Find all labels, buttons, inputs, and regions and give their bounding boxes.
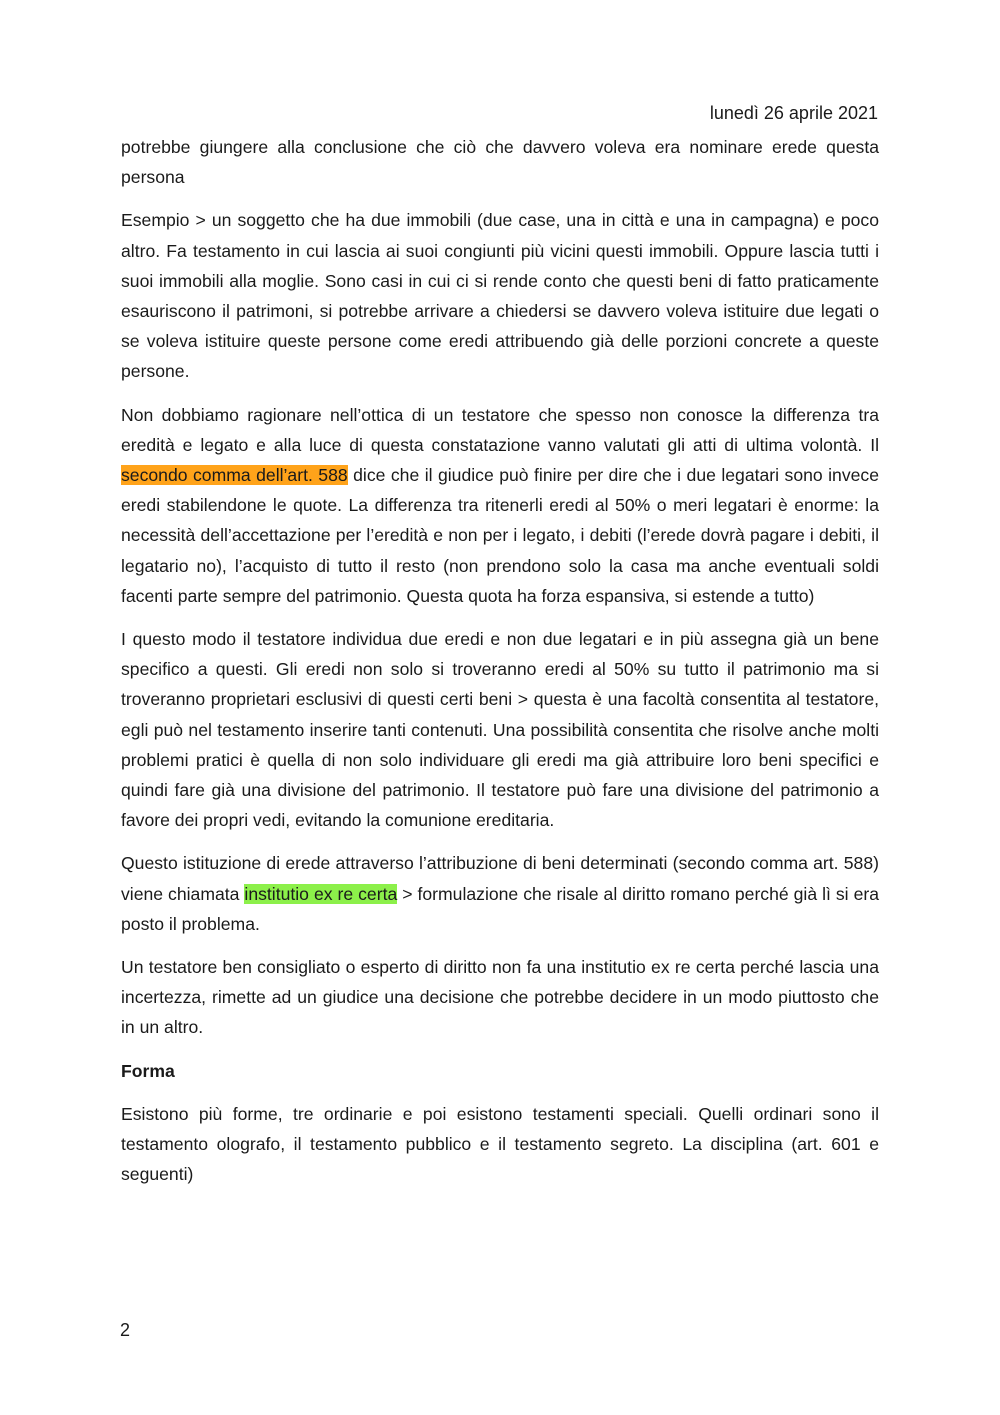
highlight-institutio-ex-re-certa: institutio ex re certa (244, 883, 398, 904)
paragraph-3-text-after: dice che il giudice può finire per dire che i due legatari sono invece eredi stabilendone le quote. La differenza tra ritenerli eredi al 50% o meri legatari è enorme: la necessità dell’accettazione per l’eredità e non per i legato, i debiti (l’erede dovrà pagare i debiti, il legatario no), l’acquisto di tutto il resto (non prendono solo la casa ma anche eventuali soldi facenti parte sempre del patrimonio. Questa quota ha forza espansiva, si estende a tutto) (121, 465, 879, 606)
paragraph-3-text-before: Non dobbiamo ragionare nell’ottica di un testatore che spesso non conosce la differenza tra eredità e legato e alla luce di questa constatazione vanno valutati gli atti di ultima volontà. Il (121, 404, 879, 455)
section-heading-forma: Forma (121, 1060, 175, 1081)
paragraph-5-text-after: > formulazione che risale al diritto romano perché già lì si era posto il problema. (121, 883, 879, 934)
header-date: lunedì 26 aprile 2021 (709, 103, 878, 123)
paragraph-4: I questo modo il testatore individua due eredi e non due legatari e in più assegna già un bene specifico a questi. Gli eredi non solo si troveranno eredi al 50% su tutto il patrimonio ma si troveranno proprietari esclusivi di questi certi beni > questa è una facoltà consentita al testatore, egli può nel testamento inserire tanti contenuti. Una possibilità consentita che risolve anche molti problemi pratici è quella di non solo individuare gli eredi ma già attribuire loro beni specifici e quindi fare già una divisione del patrimonio. Il testatore può fare una divisione del patrimonio a favore dei propri vedi, evitando la comunione ereditaria. (121, 629, 879, 831)
highlight-art-588: secondo comma dell’art. 588 (121, 465, 348, 486)
paragraph-5-text-before: Questo istituzione di erede attraverso l’attribuzione di beni determinati (secondo comma art. 588) viene chiamata (121, 853, 879, 904)
page-number: 2 (120, 1320, 131, 1340)
paragraph-3 (121, 400, 879, 611)
document-body (121, 132, 879, 1203)
paragraph-6: Un testatore ben consigliato o esperto di diritto non fa una institutio ex re certa perché lascia una incertezza, rimette ad un giudice una decisione che potrebbe decidere in un modo piuttosto che in un altro. (121, 957, 879, 1038)
paragraph-7: Esistono più forme, tre ordinarie e poi esistono testamenti speciali. Quelli ordinari sono il testamento olografo, il testamento pubblico e il testamento segreto. La disciplina (art. 601 e seguenti) (121, 1103, 879, 1185)
paragraph-5 (121, 848, 879, 939)
paragraph-1: potrebbe giungere alla conclusione che ciò che davvero voleva era nominare erede questa persona (121, 137, 879, 188)
paragraph-2: Esempio > un soggetto che ha due immobili (due case, una in città e una in campagna) e poco altro. Fa testamento in cui lascia ai suoi congiunti più vicini questi immobili. Oppure lascia tutti i suoi immobili alla moglie. Sono casi in cui ci si rende conto che questi beni di fatto praticamente esauriscono il patrimoni, si potrebbe arrivare a chiedersi se davvero voleva istituire due legati o se voleva istituire queste persone come eredi attribuendo già delle porzioni concrete a queste persone. (121, 210, 879, 382)
